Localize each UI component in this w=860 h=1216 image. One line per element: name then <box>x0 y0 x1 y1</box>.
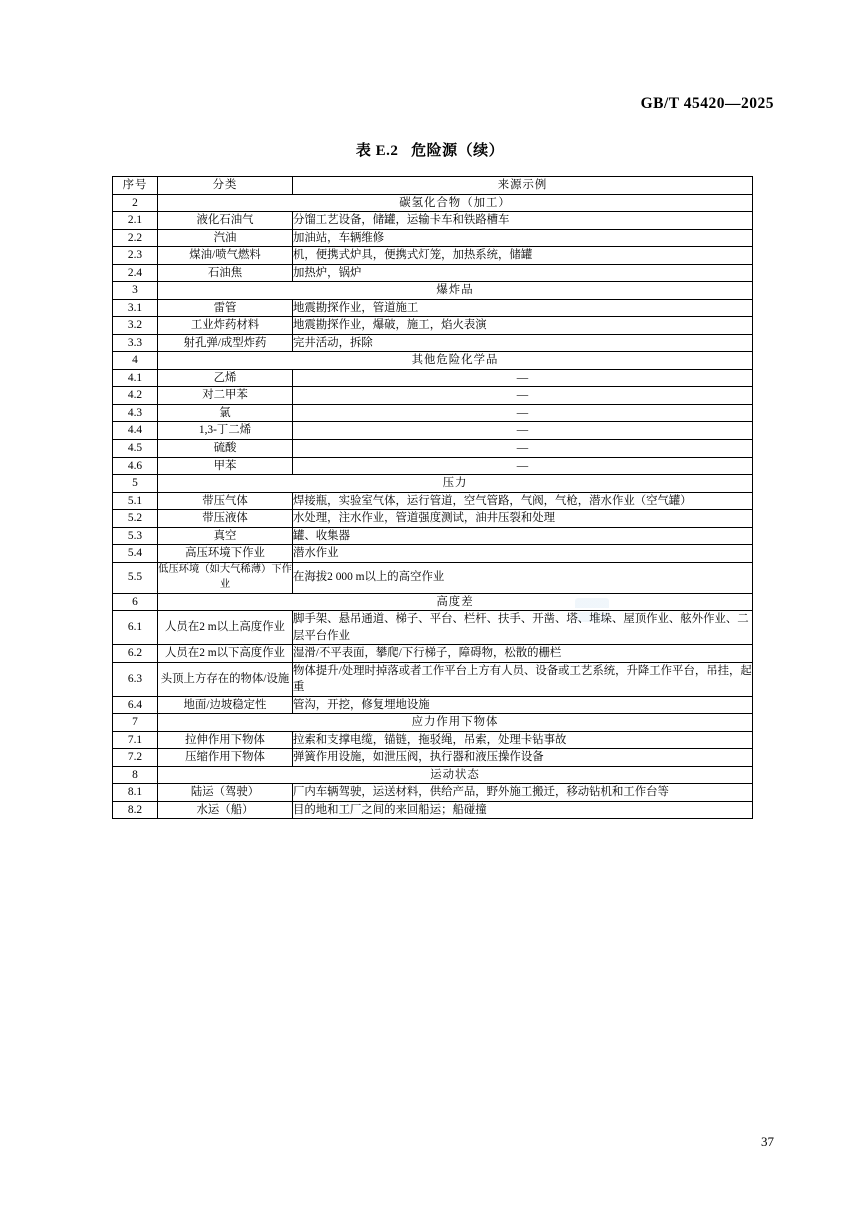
column-header-source: 来源示例 <box>293 177 753 195</box>
table-row <box>113 545 753 563</box>
cell-source-example: 管沟，开挖，修复埋地设施 <box>293 696 753 714</box>
cell-source-example: 罐、收集器 <box>293 527 753 545</box>
table-row <box>113 404 753 422</box>
cell-no: 7 <box>113 714 158 732</box>
table-row <box>113 696 753 714</box>
cell-source-example: — <box>293 387 753 405</box>
table-row <box>113 662 753 696</box>
cell-category: 汽油 <box>158 229 293 247</box>
cell-source-example: 在海拔2 000 m以上的高空作业 <box>293 562 753 593</box>
cell-source-example: 厂内车辆驾驶，运送材料，供给产品，野外施工搬迁，移动钻机和工作台等 <box>293 784 753 802</box>
table-row <box>113 510 753 528</box>
cell-group-label: 高度差 <box>158 593 753 611</box>
cell-no: 5.1 <box>113 492 158 510</box>
cell-no: 3.1 <box>113 299 158 317</box>
cell-no: 4.4 <box>113 422 158 440</box>
cell-category: 低压环境（如大气稀薄）下作业 <box>158 562 293 593</box>
cell-no: 5.5 <box>113 562 158 593</box>
cell-category: 人员在2 m以上高度作业 <box>158 611 293 645</box>
cell-no: 2.4 <box>113 264 158 282</box>
cell-category: 氯 <box>158 404 293 422</box>
table-row <box>113 194 753 212</box>
table-row <box>113 784 753 802</box>
table-row <box>113 492 753 510</box>
cell-no: 7.2 <box>113 749 158 767</box>
cell-source-example: 焊接瓶，实验室气体，运行管道，空气管路，气阀，气枪，潜水作业（空气罐） <box>293 492 753 510</box>
cell-no: 5.4 <box>113 545 158 563</box>
cell-no: 8.2 <box>113 801 158 819</box>
cell-category: 带压液体 <box>158 510 293 528</box>
table-row <box>113 766 753 784</box>
cell-no: 4.3 <box>113 404 158 422</box>
table-row <box>113 317 753 335</box>
cell-no: 5 <box>113 475 158 493</box>
cell-category: 头顶上方存在的物体/设施 <box>158 662 293 696</box>
cell-source-example: 物体提升/处理时掉落或者工作平台上方有人员、设备或工艺系统，升降工作平台，吊挂，起重 <box>293 662 753 696</box>
table-row <box>113 352 753 370</box>
table-row <box>113 334 753 352</box>
cell-no: 6.4 <box>113 696 158 714</box>
table-row <box>113 801 753 819</box>
cell-no: 6.1 <box>113 611 158 645</box>
cell-source-example: 机，便携式炉具，便携式灯笼，加热系统，储罐 <box>293 247 753 265</box>
cell-no: 3.3 <box>113 334 158 352</box>
cell-group-label: 其他危险化学品 <box>158 352 753 370</box>
cell-source-example: — <box>293 404 753 422</box>
table-row <box>113 611 753 645</box>
cell-no: 3.2 <box>113 317 158 335</box>
table-row <box>113 369 753 387</box>
cell-no: 4.2 <box>113 387 158 405</box>
cell-category: 1,3-丁二烯 <box>158 422 293 440</box>
cell-no: 2.3 <box>113 247 158 265</box>
cell-no: 6 <box>113 593 158 611</box>
cell-no: 6.3 <box>113 662 158 696</box>
cell-source-example: 地震勘探作业，爆破，施工，焰火表演 <box>293 317 753 335</box>
table-row <box>113 714 753 732</box>
table-row <box>113 299 753 317</box>
cell-source-example: 目的地和工厂之间的来回船运；船碰撞 <box>293 801 753 819</box>
cell-no: 2 <box>113 194 158 212</box>
cell-category: 高压环境下作业 <box>158 545 293 563</box>
cell-category: 水运（船） <box>158 801 293 819</box>
cell-category: 乙烯 <box>158 369 293 387</box>
cell-source-example: 加油站，车辆维修 <box>293 229 753 247</box>
cell-no: 2.2 <box>113 229 158 247</box>
table-caption-prefix: 表 E.2 <box>355 143 399 159</box>
table-row <box>113 593 753 611</box>
table-row <box>113 645 753 663</box>
table-header-row <box>113 177 753 195</box>
cell-no: 3 <box>113 282 158 300</box>
table-row <box>113 422 753 440</box>
cell-group-label: 压力 <box>158 475 753 493</box>
cell-category: 石油焦 <box>158 264 293 282</box>
cell-category: 带压气体 <box>158 492 293 510</box>
cell-category: 硫酸 <box>158 439 293 457</box>
cell-no: 7.1 <box>113 731 158 749</box>
cell-no: 4.5 <box>113 439 158 457</box>
table-row <box>113 749 753 767</box>
cell-category: 陆运（驾驶） <box>158 784 293 802</box>
table-caption-name: 危险源 <box>411 143 458 159</box>
cell-category: 真空 <box>158 527 293 545</box>
page-number: 37 <box>761 1134 774 1149</box>
table-row <box>113 527 753 545</box>
cell-no: 4.1 <box>113 369 158 387</box>
cell-category: 地面/边坡稳定性 <box>158 696 293 714</box>
table-row <box>113 731 753 749</box>
cell-no: 2.1 <box>113 212 158 230</box>
cell-source-example: 完井活动，拆除 <box>293 334 753 352</box>
cell-category: 压缩作用下物体 <box>158 749 293 767</box>
hazard-source-table <box>112 176 753 819</box>
table-row <box>113 475 753 493</box>
cell-category: 射孔弹/成型炸药 <box>158 334 293 352</box>
cell-category: 工业炸药材料 <box>158 317 293 335</box>
cell-source-example: 水处理，注水作业，管道强度测试，油井压裂和处理 <box>293 510 753 528</box>
cell-source-example: 加热炉，锅炉 <box>293 264 753 282</box>
table-caption <box>0 139 860 160</box>
cell-group-label: 应力作用下物体 <box>158 714 753 732</box>
cell-group-label: 爆炸品 <box>158 282 753 300</box>
cell-category: 液化石油气 <box>158 212 293 230</box>
table-caption-suffix: （续） <box>457 143 505 159</box>
page-header-standard-code: GB/T 45420—2025 <box>640 95 774 112</box>
cell-no: 4.6 <box>113 457 158 475</box>
table-row <box>113 264 753 282</box>
cell-no: 6.2 <box>113 645 158 663</box>
table-row <box>113 212 753 230</box>
cell-no: 4 <box>113 352 158 370</box>
cell-source-example: 地震勘探作业，管道施工 <box>293 299 753 317</box>
cell-group-label: 碳氢化合物（加工） <box>158 194 753 212</box>
cell-source-example: — <box>293 369 753 387</box>
cell-source-example: — <box>293 439 753 457</box>
cell-no: 5.3 <box>113 527 158 545</box>
cell-category: 对二甲苯 <box>158 387 293 405</box>
cell-source-example: 弹簧作用设施，如泄压阀，执行器和液压操作设备 <box>293 749 753 767</box>
cell-no: 8 <box>113 766 158 784</box>
table-row <box>113 439 753 457</box>
table-row <box>113 229 753 247</box>
cell-category: 拉伸作用下物体 <box>158 731 293 749</box>
table-row <box>113 247 753 265</box>
table-row <box>113 387 753 405</box>
cell-source-example: 拉索和支撑电缆，锚链，拖驳绳，吊索，处理卡钻事故 <box>293 731 753 749</box>
cell-source-example: 分馏工艺设备，储罐，运输卡车和铁路槽车 <box>293 212 753 230</box>
cell-source-example: 湿滑/不平表面，攀爬/下行梯子，障碍物，松散的栅栏 <box>293 645 753 663</box>
cell-no: 8.1 <box>113 784 158 802</box>
cell-category: 甲苯 <box>158 457 293 475</box>
column-header-no: 序号 <box>113 177 158 195</box>
cell-category: 雷管 <box>158 299 293 317</box>
cell-source-example: — <box>293 422 753 440</box>
cell-source-example: 潜水作业 <box>293 545 753 563</box>
table-row <box>113 562 753 593</box>
cell-group-label: 运动状态 <box>158 766 753 784</box>
table-row <box>113 282 753 300</box>
cell-category: 煤油/喷气燃料 <box>158 247 293 265</box>
table-row <box>113 457 753 475</box>
cell-category: 人员在2 m以下高度作业 <box>158 645 293 663</box>
column-header-category: 分类 <box>158 177 293 195</box>
cell-no: 5.2 <box>113 510 158 528</box>
cell-source-example: 脚手架、悬吊通道、梯子、平台、栏杆、扶手、开凿、塔、堆垛、屋顶作业、舷外作业、二层平台作业 <box>293 611 753 645</box>
cell-source-example: — <box>293 457 753 475</box>
